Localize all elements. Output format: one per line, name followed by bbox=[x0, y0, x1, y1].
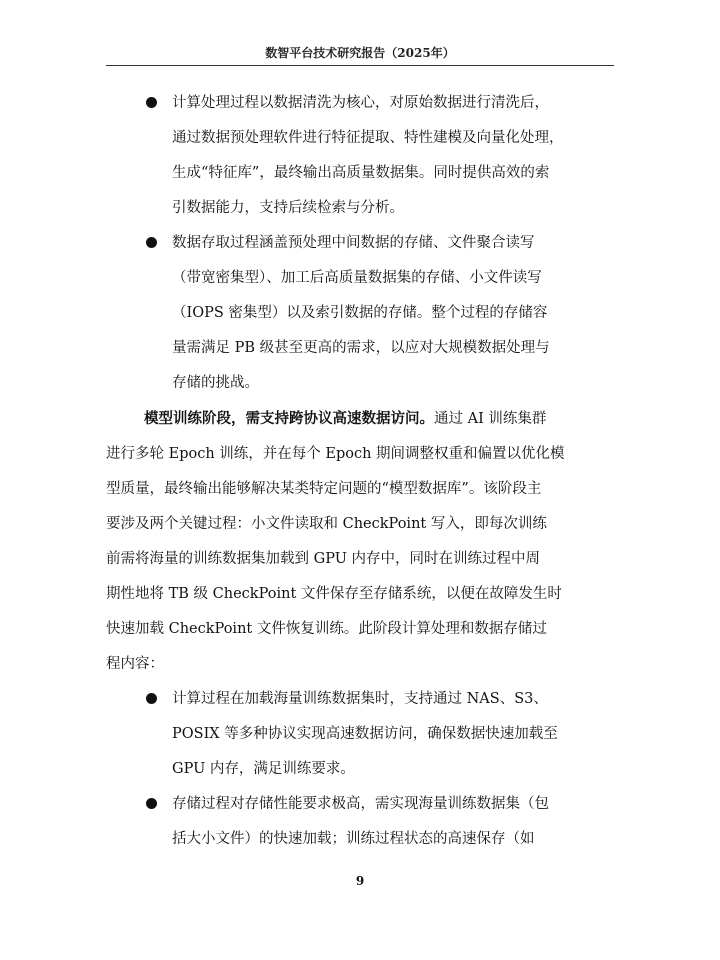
paragraph-line: 型质量，最终输出能够解决某类特定问题的“模型数据库”。该阶段主 bbox=[106, 481, 542, 497]
paragraph-first-line-rest: 通过 AI 训练集群 bbox=[434, 411, 547, 427]
bullet-item bbox=[106, 682, 614, 787]
running-header: 数智平台技术研究报告（2025年） bbox=[265, 46, 455, 60]
bullet-line: 引数据能力，支持后续检索与分析。 bbox=[172, 200, 404, 216]
bullet-dot-icon bbox=[146, 97, 157, 108]
bullet-line: 存储过程对存储性能要求极高，需实现海量训练数据集（包 bbox=[172, 796, 549, 812]
paragraph-bold-lead: 模型训练阶段，需支持跨协议高速数据访问。 bbox=[144, 410, 434, 427]
bullet-item bbox=[106, 226, 614, 401]
bullet-line: 计算过程在加载海量训练数据集时，支持通过 NAS、S3、 bbox=[172, 691, 548, 707]
body-text bbox=[106, 86, 614, 857]
header-rule bbox=[106, 65, 614, 66]
bullet-line: 计算处理过程以数据清洗为核心，对原始数据进行清洗后， bbox=[172, 95, 549, 111]
bullet-list-training-process bbox=[106, 682, 614, 857]
bullet-line: 存储的挑战。 bbox=[172, 375, 259, 391]
bullet-line: 数据存取过程涵盖预处理中间数据的存储、文件聚合读写 bbox=[172, 235, 535, 251]
paragraph-first-line bbox=[106, 401, 614, 437]
paragraph-line: 前需将海量的训练数据集加载到 GPU 内存中，同时在训练过程中周 bbox=[106, 551, 541, 567]
bullet-dot-icon bbox=[146, 798, 157, 809]
paragraph-line: 进行多轮 Epoch 训练，并在每个 Epoch 期间调整权重和偏置以优化模 bbox=[106, 446, 565, 462]
paragraph-line: 期性地将 TB 级 CheckPoint 文件保存至存储系统，以便在故障发生时 bbox=[106, 586, 562, 602]
paragraph-line: 快速加载 CheckPoint 文件恢复训练。此阶段计算处理和数据存储过 bbox=[106, 621, 547, 637]
bullet-item bbox=[106, 86, 614, 226]
bullet-item bbox=[106, 787, 614, 857]
bullet-line: （带宽密集型）、加工后高质量数据集的存储、小文件读写 bbox=[172, 270, 542, 286]
paragraph-model-training bbox=[106, 401, 614, 682]
bullet-dot-icon bbox=[146, 237, 157, 248]
bullet-line: POSIX 等多种协议实现高速数据访问，确保数据快速加载至 bbox=[172, 726, 558, 742]
bullet-line: 通过数据预处理软件进行特征提取、特性建模及向量化处理， bbox=[172, 130, 564, 146]
bullet-line: 括大小文件）的快速加载；训练过程状态的高速保存（如 bbox=[172, 831, 535, 847]
paragraph-line: 程内容： bbox=[106, 656, 164, 672]
bullet-line: （IOPS 密集型）以及索引数据的存储。整个过程的存储容 bbox=[172, 305, 548, 321]
paragraph-line: 要涉及两个关键过程：小文件读取和 CheckPoint 写入，即每次训练 bbox=[106, 516, 547, 532]
bullet-line: GPU 内存，满足训练要求。 bbox=[172, 761, 355, 777]
bullet-list-data-processing bbox=[106, 86, 614, 401]
page-number: 9 bbox=[355, 874, 365, 888]
bullet-line: 生成“特征库”，最终输出高质量数据集。同时提供高效的索 bbox=[172, 165, 550, 181]
bullet-line: 量需满足 PB 级甚至更高的需求，以应对大规模数据处理与 bbox=[172, 340, 550, 356]
bullet-dot-icon bbox=[146, 693, 157, 704]
